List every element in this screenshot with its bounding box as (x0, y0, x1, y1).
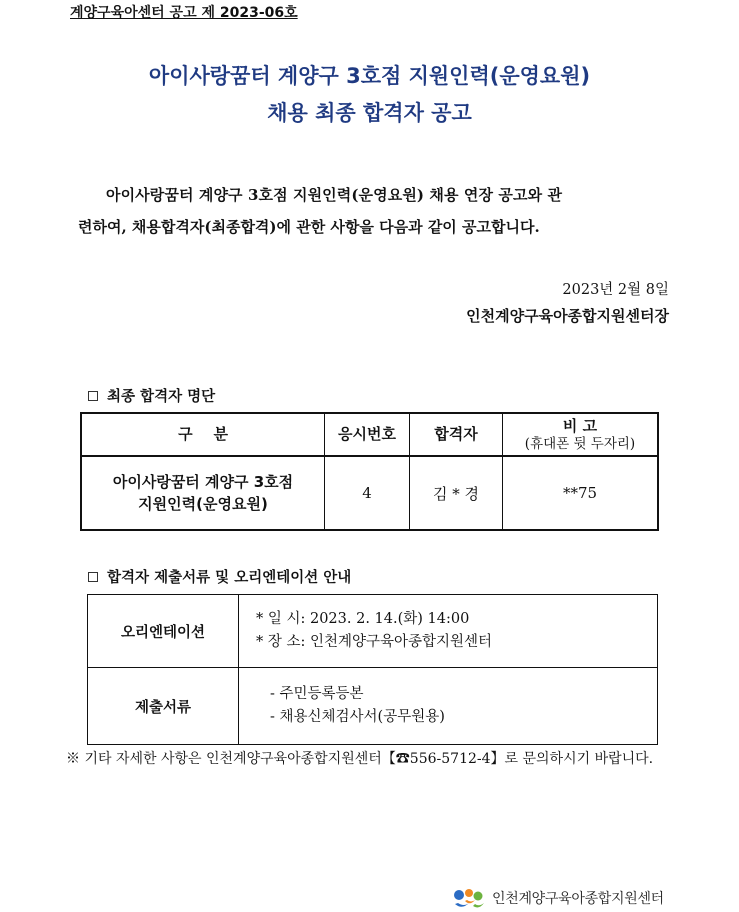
issuer-name: 인천계양구육아종합지원센터장 (466, 307, 669, 325)
table-row (88, 595, 658, 668)
header-category: 구 분 (81, 413, 325, 456)
passers-table (80, 412, 659, 531)
cell-category: 아이사랑꿈터 계양구 3호점 지원인력(운영요원) (81, 456, 325, 530)
orientation-details (239, 595, 658, 668)
documents-list (239, 668, 658, 745)
footnote: ※ 기타 자세한 사항은 인천계양구육아종합지원센터【☎556-5712-4】로 문의하시기 바랍니다. (66, 751, 654, 767)
page-title-line1: 아이사랑꿈터 계양구 3호점 지원인력(운영요원) (148, 64, 591, 88)
center-logo-icon (452, 886, 486, 910)
body-text-line2: 련하여, 채용합격자(최종합격)에 관한 사항을 다음과 같이 공고합니다. (78, 218, 540, 236)
table-row (81, 456, 658, 530)
body-text-line1: 아이사랑꿈터 계양구 3호점 지원인력(운영요원) 채용 연장 공고와 관 (106, 186, 563, 204)
header-remarks: 비 고 (휴대폰 뒷 두자리) (503, 413, 659, 456)
orientation-place: * 장 소: 인천계양구육아종합지원센터 (256, 634, 493, 650)
checkbox-square-icon (88, 572, 98, 582)
table-header-row (81, 413, 658, 456)
section-heading-text: 합격자 제출서류 및 오리엔테이션 안내 (107, 570, 352, 586)
header-remarks-sub: (휴대폰 뒷 두자리) (524, 436, 636, 452)
footer-org-name: 인천계양구육아종합지원센터 (492, 891, 664, 907)
section-heading-text: 최종 합격자 명단 (107, 389, 216, 405)
notice-number: 계양구육아센터 공고 제 2023-06호 (70, 5, 298, 21)
table-row (88, 668, 658, 745)
header-passer: 합격자 (410, 413, 503, 456)
documents-label: 제출서류 (88, 668, 239, 745)
notice-date: 2023년 2월 8일 (562, 282, 669, 298)
orientation-datetime: * 일 시: 2023. 2. 14.(화) 14:00 (256, 611, 470, 627)
cell-exam-number: 4 (325, 456, 410, 530)
cell-remarks: **75 (503, 456, 659, 530)
checkbox-square-icon (88, 391, 98, 401)
orientation-label: 오리엔테이션 (88, 595, 239, 668)
document-item: - 채용신체검사서(공무원용) (270, 709, 445, 725)
cell-passer: 김 * 경 (410, 456, 503, 530)
footer-logo (452, 886, 664, 910)
page-title-line2: 채용 최종 합격자 공고 (267, 101, 472, 125)
section-heading-passers (88, 385, 215, 406)
document-item: - 주민등록등본 (270, 686, 364, 702)
header-exam-number: 응시번호 (325, 413, 410, 456)
section-heading-documents (88, 566, 351, 587)
orientation-table (87, 594, 658, 745)
